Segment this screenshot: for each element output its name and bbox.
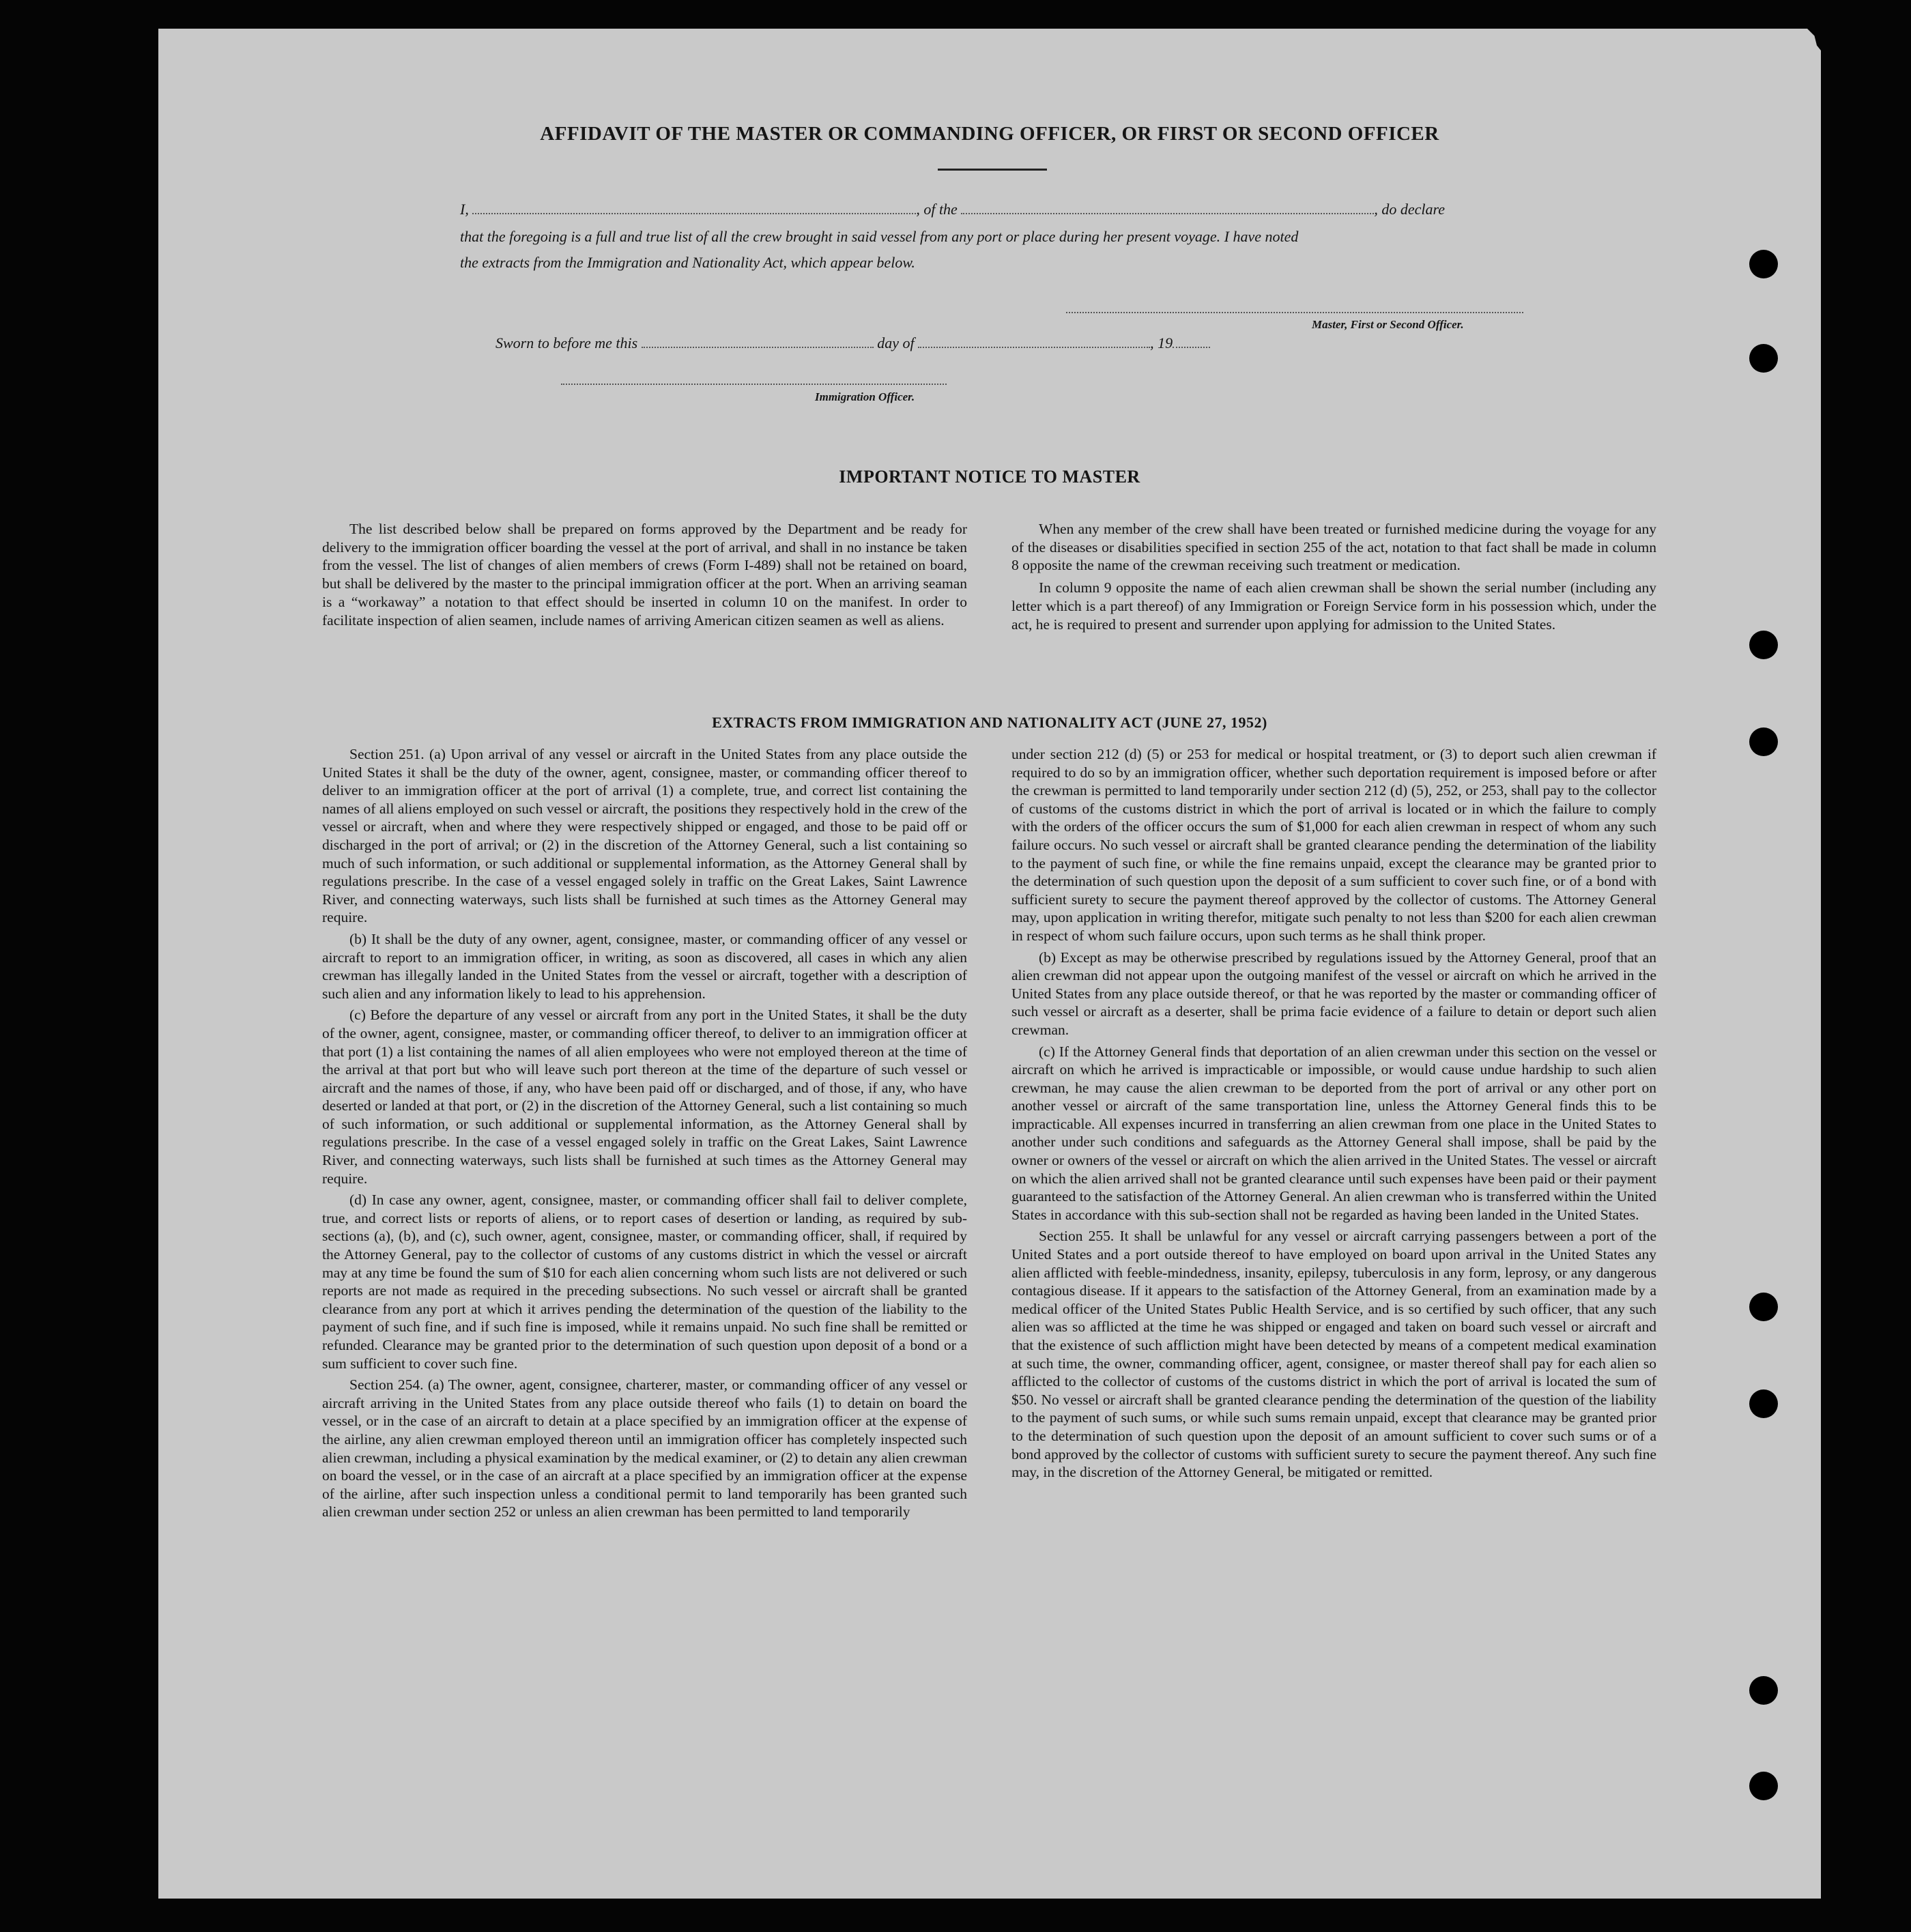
extract-paragraph: Section 255. It shall be unlawful for any vessel or aircraft carrying passengers between a port of the United States and a port outside thereof to have employed on board upon arrival in the United States any alien afflicted with feeble-mindedness, insanity, epilepsy, tuberculosis in any form, leprosy, or any dangerous contagious disease. If it appears to the satisfaction of the Attorney General, from an examination made by a medical officer of the United States Public Health Service, and is so certified by such officer, that any such alien was so afflicted at the time he was shipped or engaged and taken on board such vessel or aircraft and that the existence of such affliction might have been detected by means of a competent medical examination at such time, the owner, commanding officer, agent, consignee, or master thereof shall pay for each alien so afflicted to the collector of customs of the customs district in which the port of arrival is located the sum of $50. No vessel or aircraft shall be granted clearance pending the determination of the question of the liability to the payment of such sums, or while such sums remain unpaid, except that clearance may be granted prior to the determination of such question upon the deposit of an amount sufficient to cover such sums or of a bond approved by the collector of customs with sufficient surety to secure the payment thereof. Any such fine may, in the discretion of the Attorney General, be mitigated or remitted. (1011, 1228, 1656, 1481)
extract-paragraph: (b) Except as may be otherwise prescribed by regulations issued by the Attorney General, proof that an alien crewman did not appear upon the outgoing manifest of the vessel or aircraft on which he arrived in the United States from any place outside thereof, or that he was reported by the master or commanding officer of such vessel or aircraft as a deserter, shall be prima facie evidence of a failure to detain or deport such alien crewman. (1011, 949, 1656, 1038)
declarant-name-blank (472, 201, 916, 214)
extract-paragraph: (b) It shall be the duty of any owner, agent, consignee, master, or commanding officer of any vessel or aircraft to report to an immigration officer, in writing, as soon as discovered, all cases in which any alien crewman has illegally landed in the United States from the vessel or aircraft, together with a description of such alien and any information likely to lead to his apprehension. (322, 930, 967, 1002)
day-of-label: day of (877, 334, 915, 351)
notice-paragraph: In column 9 opposite the name of each alien crewman shall be shown the serial number (including any letter which is a part thereof) of any Immigration or Foreign Service form in his possession which, under the act, he is required to present and surrender upon applying for admission to the United States. (1011, 579, 1656, 633)
affidavit-statement-line-2: the extracts from the Immigration and Nationality Act, which appear below. (460, 254, 915, 271)
document-page (158, 29, 1821, 1899)
punch-hole (1749, 1293, 1778, 1321)
notice-paragraph: The list described below shall be prepared on forms approved by the Department and be ready for delivery to the immigration officer boarding the vessel at the port of arrival, and shall in no instance be taken from the vessel. The list of changes of alien members of crews (Form I-489) shall not be retained on board, but shall be delivered by the master to the principal immigration officer at the port. When an arriving seaman is a “workaway” a notation to that effect should be inserted in column 10 on the manifest. In order to facilitate inspection of alien seamen, include names of arriving American citizen seamen as well as aliens. (322, 521, 967, 629)
punch-hole (1749, 727, 1778, 756)
punch-hole (1749, 631, 1778, 659)
notice-title: IMPORTANT NOTICE TO MASTER (839, 467, 1140, 487)
master-signature-label: Master, First or Second Officer. (1312, 318, 1464, 331)
title-rule (938, 169, 1047, 171)
punch-hole (1749, 1676, 1778, 1705)
punch-hole (1749, 1772, 1778, 1800)
officer-signature-label: Immigration Officer. (815, 390, 915, 403)
extracts-left-column (322, 745, 967, 1525)
year-label: , 19 (1150, 334, 1173, 351)
punch-hole (1749, 344, 1778, 373)
sworn-month-blank (918, 334, 1150, 348)
extract-paragraph: Section 254. (a) The owner, agent, consignee, charterer, master, or commanding officer of any vessel or aircraft arriving in the United States from any place outside thereof who fails (1) to detain on board the vessel, or in the case of an aircraft to detain at a place specified by an immigration officer at the expense of the airline, any alien crewman employed thereon until an immigration officer has completely inspected such alien crewman, including a physical examination by the medical examiner, or (2) to detain any alien crewman on board the vessel, or in the case of an aircraft at a place specified by an immigration officer at the expense of the airline, after such inspection unless a conditional permit to land temporarily has been granted such alien crewman under section 252 or unless an alien crewman has been permitted to land temporarily (322, 1376, 967, 1520)
of-the-label: , of the (916, 201, 958, 218)
extracts-title: EXTRACTS FROM IMMIGRATION AND NATIONALITY ACT (JUNE 27, 1952) (712, 714, 1267, 731)
sworn-label: Sworn to before me this (495, 334, 638, 351)
extract-paragraph: Section 251. (a) Upon arrival of any vessel or aircraft in the United States from any place outside the United States it shall be the duty of the owner, agent, consignee, master, or commanding officer thereof to deliver to an immigration officer at the port of arrival (1) a complete, true, and correct list containing the names of all aliens employed on such vessel or aircraft, the positions they respectively hold in the crew of the vessel or aircraft, when and where they were respectively shipped or engaged, and those to be paid off or discharged in the port of arrival; or (2) in the discretion of the Attorney General, such a list containing so much of such information, or such additional or supplemental information, as the Attorney General shall by regulations prescribe. In the case of a vessel engaged solely in traffic on the Great Lakes, Saint Lawrence River, and connecting waterways, such lists shall be furnished at such times as the Attorney General may require. (322, 746, 967, 926)
punch-hole (1749, 250, 1778, 278)
sworn-date-blank (642, 334, 874, 348)
declarant-prefix: I, (460, 201, 469, 218)
extract-paragraph: (c) Before the departure of any vessel or aircraft from any port in the United States, it shall be the duty of the owner, agent, consignee, master, or commanding officer thereof, to deliver to an immigration officer at that port (1) a list containing the names of all alien employees who were not employed thereon at the time of the arrival at that port but who will leave such port thereon at the time of the departure of such vessel or aircraft and the names of those, if any, who have been paid off or discharged, and of those, if any, who have deserted or landed at that port, or (2) in the discretion of the Attorney General, such a list containing so much of such information, or such additional or supplemental information, as the Attorney General shall by regulations prescribe. In the case of a vessel engaged solely in traffic on the Great Lakes, Saint Lawrence River, and connecting waterways, such lists shall be furnished at such times as the Attorney General may require. (322, 1007, 967, 1187)
extract-paragraph: (d) In case any owner, agent, consignee, master, or commanding officer shall fail to deliver complete, true, and correct lists or reports of aliens, or to report cases of desertion or landing, as required by sub-sections (a), (b), and (c), such owner, agent, consignee, master, or commanding officer, shall, if required by the Attorney General, pay to the collector of customs of any customs district in which the vessel or aircraft may at any time be found the sum of $10 for each alien concerning whom such lists are not delivered or such reports are not made as required in the preceding subsections. No such vessel or aircraft shall be granted clearance from any port at which it arrives pending the determination of the question of the liability to the payment of such fine, and if such fine is imposed, while it remains unpaid. No such fine shall be remitted or refunded. Clearance may be granted prior to the determination of such question upon deposit of a bond or a sum sufficient to cover such fine. (322, 1192, 967, 1372)
master-signature-line (1066, 312, 1523, 313)
affidavit-statement-line: that the foregoing is a full and true list of all the crew brought in said vessel from any port or place during her present voyage. I have noted (460, 228, 1299, 245)
notice-paragraph: When any member of the crew shall have been treated or furnished medicine during the voyage for any of the diseases or disabilities specified in section 255 of the act, notation to that fact shall be made in column 8 opposite the name of the crewman receiving such treatment or medication. (1011, 521, 1656, 574)
sworn-year-blank (1173, 334, 1210, 348)
punch-hole (1749, 1389, 1778, 1418)
do-declare-label: , do declare (1374, 201, 1445, 218)
affidavit-declaration-line (460, 201, 1689, 218)
officer-signature-line (561, 384, 947, 385)
sworn-line (495, 334, 1451, 352)
affidavit-title: AFFIDAVIT OF THE MASTER OR COMMANDING OFFICER, OR FIRST OR SECOND OFFICER (540, 123, 1439, 145)
torn-corner (1793, 29, 1821, 76)
extracts-right-column (1011, 745, 1656, 1485)
notice-right-column (1011, 520, 1656, 637)
vessel-name-blank (961, 201, 1374, 214)
notice-left-column (322, 520, 967, 633)
extract-paragraph: under section 212 (d) (5) or 253 for medical or hospital treatment, or (3) to deport such alien crewman if required to do so by an immigration officer, whether such deportation requirement is imposed before or after the crewman is permitted to land temporarily under section 212 (d) (5), 252, or 253, shall pay to the collector of customs of the customs district in which the port of arrival is located or in which the failure to comply with the orders of the officer occurs the sum of $1,000 for each alien crewman in respect of whom any such failure occurs. No such vessel or aircraft shall be granted clearance pending the determination of the liability to the payment of such fine, or while the fine remains unpaid, except the clearance may be granted prior to the determination of such question upon the deposit of a sum sufficient to cover such fine, or of a bond with sufficient surety to secure the payment thereof approved by the collector of customs. The Attorney General may, upon application in writing therefor, mitigate such penalty to not less than $200 for each alien crewman in respect of whom such failure occurs, upon such terms as he shall think proper. (1011, 746, 1656, 944)
extract-paragraph: (c) If the Attorney General finds that deportation of an alien crewman under this section on the vessel or aircraft on which he arrived is impracticable or impossible, or would cause undue hardship to such alien crewman, he may cause the alien crewman to be deported from the port of arrival or any other port on another vessel or aircraft of the same transportation line, unless the Attorney General finds this to be impracticable. All expenses incurred in transferring an alien crewman from one place in the United States to another under such conditions and safeguards as the Attorney General shall impose, shall be paid by the owner or owners of the vessel or aircraft on which the alien arrived in the United States. The vessel or aircraft on which the alien arrived shall not be granted clearance until such expenses have been paid or their payment guaranteed to the satisfaction of the Attorney General. An alien crewman who is transferred within the United States in accordance with this sub-section shall not be regarded as having been landed in the United States. (1011, 1043, 1656, 1223)
